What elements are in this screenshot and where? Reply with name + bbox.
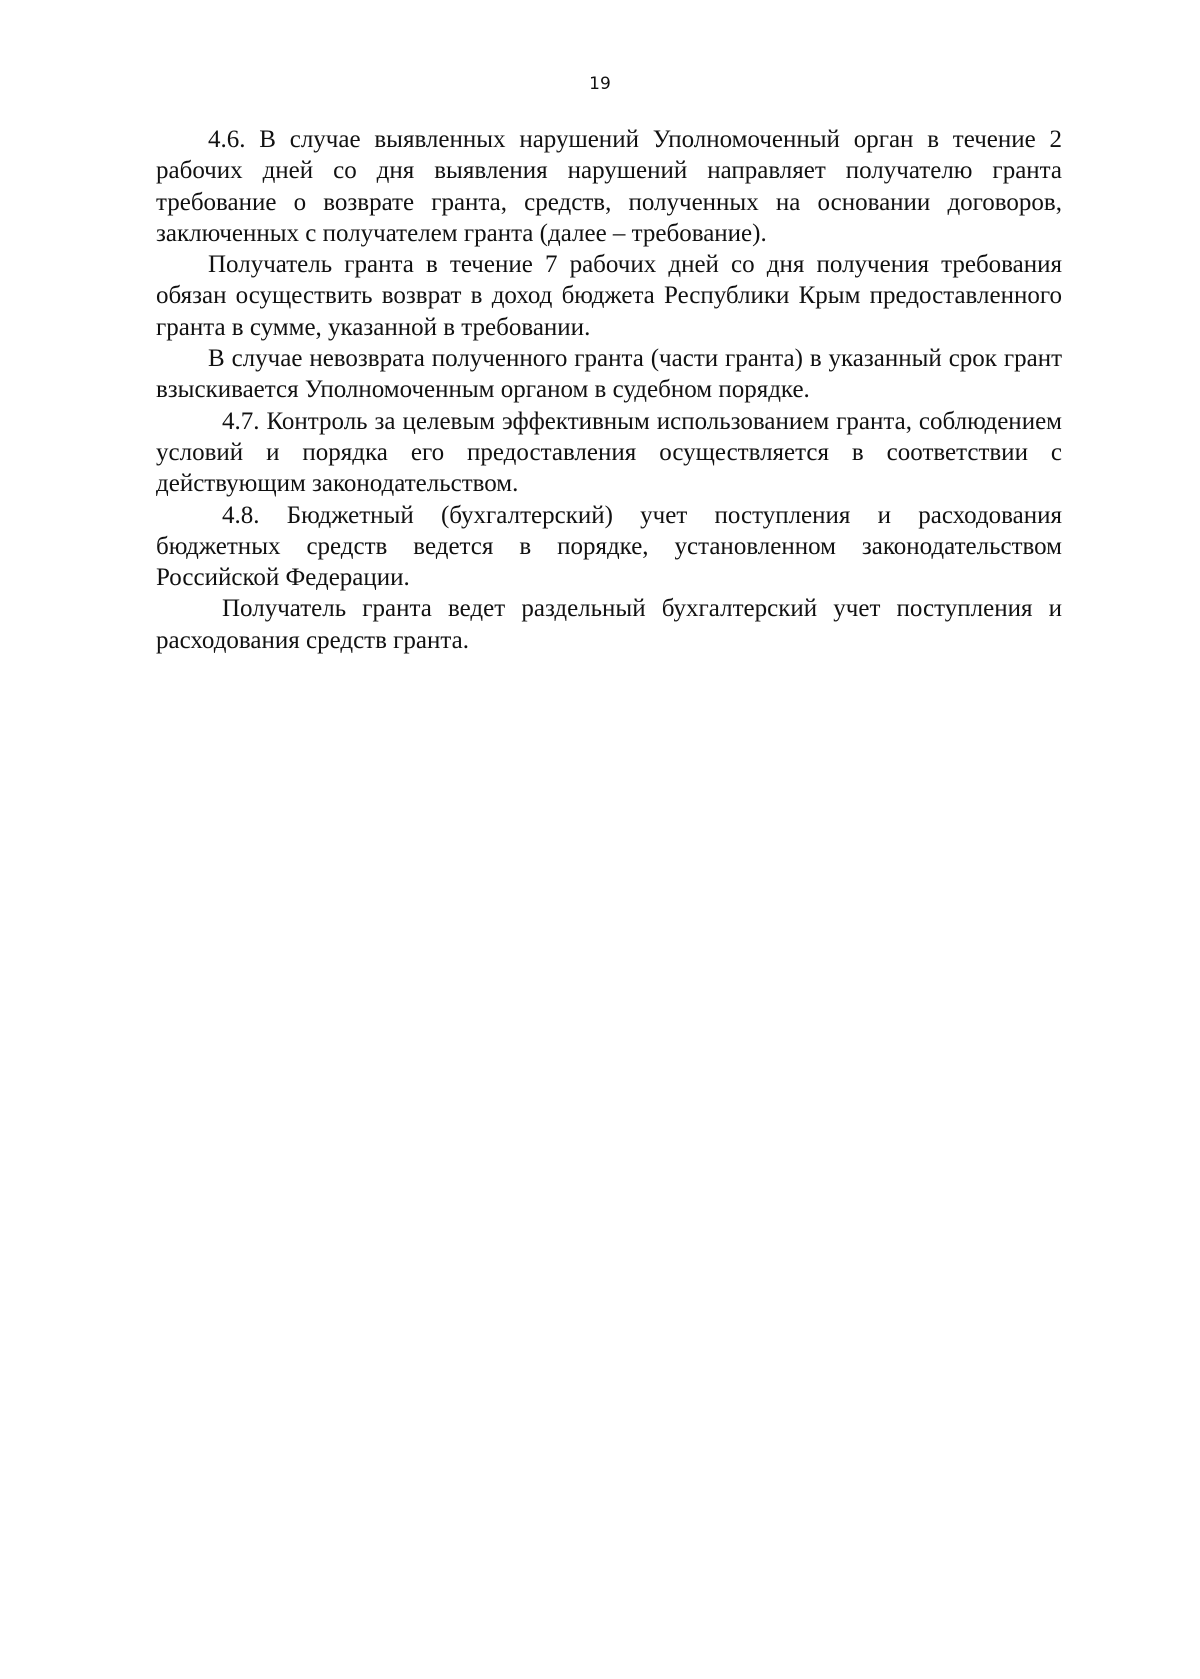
paragraph-4-7: 4.7. Контроль за целевым эффективным использованием гранта, соблюдением условий и порядка его предоставления осуществляется в соответствии с действующим законодательством. xyxy=(156,407,1062,498)
paragraph-grant-return: Получатель гранта в течение 7 рабочих дней со дня получения требования обязан осуществить возврат в доход бюджета Республики Крым предоставленного гранта в сумме, указанной в требовании. xyxy=(156,251,1062,341)
document-body xyxy=(156,124,1062,656)
page-number: 19 xyxy=(589,74,611,94)
paragraph-non-return: В случае невозврата полученного гранта (части гранта) в указанный срок грант взыскивается Уполномоченным органом в судебном порядке. xyxy=(156,345,1062,404)
paragraph-4-6: 4.6. В случае выявленных нарушений Уполномоченный орган в течение 2 рабочих дней со дня выявления нарушений направляет получателю гранта требование о возврате гранта, средств, полученных на основании договоров, заключенных с получателем гранта (далее – требование). xyxy=(156,126,1062,247)
paragraph-separate-accounting: Получатель гранта ведет раздельный бухгалтерский учет поступления и расходования средств гранта. xyxy=(156,595,1062,654)
paragraph-4-8: 4.8. Бюджетный (бухгалтерский) учет поступления и расходования бюджетных средств ведется в порядке, установленном законодательством Российской Федерации. xyxy=(156,501,1062,592)
